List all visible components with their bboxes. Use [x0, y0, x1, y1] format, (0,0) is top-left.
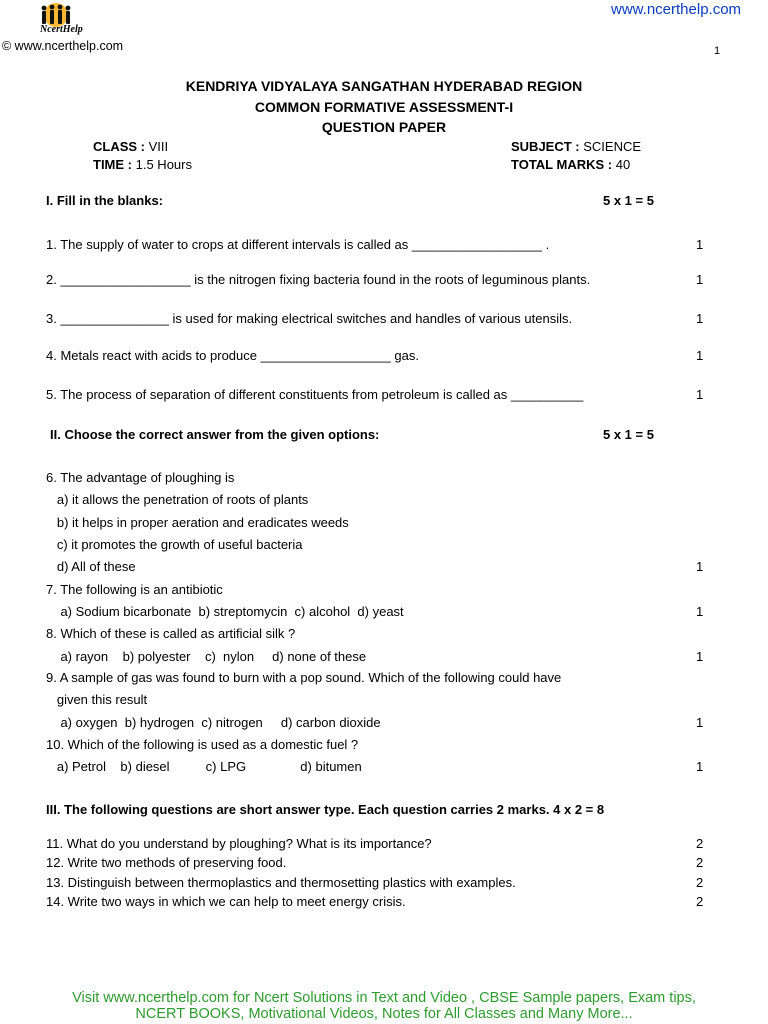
mcq-line: 7. The following is an antibiotic [46, 582, 223, 597]
logo-text: NcertHelp [40, 24, 83, 35]
class-label: CLASS : [93, 139, 145, 154]
mcq-line: b) it helps in proper aeration and eradicates weeds [46, 515, 349, 530]
class-info [93, 139, 168, 154]
question-3: 3. _______________ is used for making electrical switches and handles of various utensils. [46, 311, 573, 326]
subject-label: SUBJECT : [511, 139, 580, 154]
short-question-mark: 2 [696, 875, 704, 890]
mcq-line: 6. The advantage of ploughing is [46, 470, 235, 485]
short-question-mark: 2 [696, 836, 704, 851]
mcq-line: 9. A sample of gas was found to burn with a pop sound. Which of the following could have [46, 670, 562, 685]
mcq-line: c) it promotes the growth of useful bacteria [46, 537, 303, 552]
class-value: VIII [148, 139, 169, 154]
mcq-line: 10. Which of the following is used as a domestic fuel ? [46, 737, 359, 752]
subject-info [511, 139, 641, 154]
section-3-title: III. The following questions are short answer type. Each question carries 2 marks. 4 x 2 = 8 [46, 802, 605, 817]
footer-line-2[interactable]: NCERT BOOKS, Motivational Videos, Notes for All Classes and Many More... [135, 1006, 633, 1022]
mcq-line: 8. Which of these is called as artificial silk ? [46, 626, 296, 641]
mcq-line: d) All of these [46, 559, 136, 574]
mcq-mark: 1 [696, 604, 704, 619]
footer-line-1[interactable]: Visit www.ncerthelp.com for Ncert Solutions in Text and Video , CBSE Sample papers, Exam tips, [72, 990, 696, 1006]
copyright-text: © www.ncerthelp.com [2, 39, 124, 53]
mcq-line: given this result [46, 692, 148, 707]
page-number: 1 [714, 45, 721, 57]
marks-label: TOTAL MARKS : [511, 157, 613, 172]
short-question: 11. What do you understand by ploughing? What is its importance? [46, 836, 432, 851]
section-2-marks: 5 x 1 = 5 [603, 427, 654, 442]
short-question: 14. Write two ways in which we can help to meet energy crisis. [46, 894, 406, 909]
mcq-mark: 1 [696, 649, 704, 664]
question-2: 2. __________________ is the nitrogen fixing bacteria found in the roots of leguminous plants. [46, 272, 591, 287]
question-paper-title: QUESTION PAPER [321, 119, 447, 135]
mcq-mark: 1 [696, 559, 704, 574]
short-question-mark: 2 [696, 894, 704, 909]
time-label: TIME : [93, 157, 132, 172]
time-value: 1.5 Hours [135, 157, 192, 172]
time-info [93, 157, 192, 172]
mcq-line: a) rayon b) polyester c) nylon d) none of these [46, 649, 367, 664]
marks-value: 40 [615, 157, 631, 172]
assessment-title: COMMON FORMATIVE ASSESSMENT-I [254, 99, 514, 115]
section-2-title: II. Choose the correct answer from the given options: [50, 427, 380, 442]
mcq-line: a) oxygen b) hydrogen c) nitrogen d) carbon dioxide [46, 715, 381, 730]
short-question-mark: 2 [696, 855, 704, 870]
mcq-mark: 1 [696, 715, 704, 730]
site-url-link[interactable]: www.ncerthelp.com [611, 1, 742, 18]
short-question: 12. Write two methods of preserving food. [46, 855, 287, 870]
question-2-mark: 1 [696, 272, 704, 287]
question-5: 5. The process of separation of different constituents from petroleum is called as __________ [46, 387, 584, 402]
mcq-line: a) Petrol b) diesel c) LPG d) bitumen [46, 759, 362, 774]
marks-info [511, 157, 630, 172]
question-1-mark: 1 [696, 237, 704, 252]
question-3-mark: 1 [696, 311, 704, 326]
question-4: 4. Metals react with acids to produce __________________ gas. [46, 348, 419, 363]
school-region-title: KENDRIYA VIDYALAYA SANGATHAN HYDERABAD REGION [185, 78, 583, 94]
subject-value: SCIENCE [583, 139, 642, 154]
short-question: 13. Distinguish between thermoplastics and thermosetting plastics with examples. [46, 875, 516, 890]
mcq-line: a) it allows the penetration of roots of plants [46, 492, 309, 507]
question-4-mark: 1 [696, 348, 704, 363]
mcq-mark: 1 [696, 759, 704, 774]
question-5-mark: 1 [696, 387, 704, 402]
mcq-line: a) Sodium bicarbonate b) streptomycin c) alcohol d) yeast [46, 604, 404, 619]
section-1-title: I. Fill in the blanks: [46, 193, 164, 208]
section-1-marks: 5 x 1 = 5 [603, 193, 654, 208]
question-1: 1. The supply of water to crops at different intervals is called as __________________ . [46, 237, 550, 252]
